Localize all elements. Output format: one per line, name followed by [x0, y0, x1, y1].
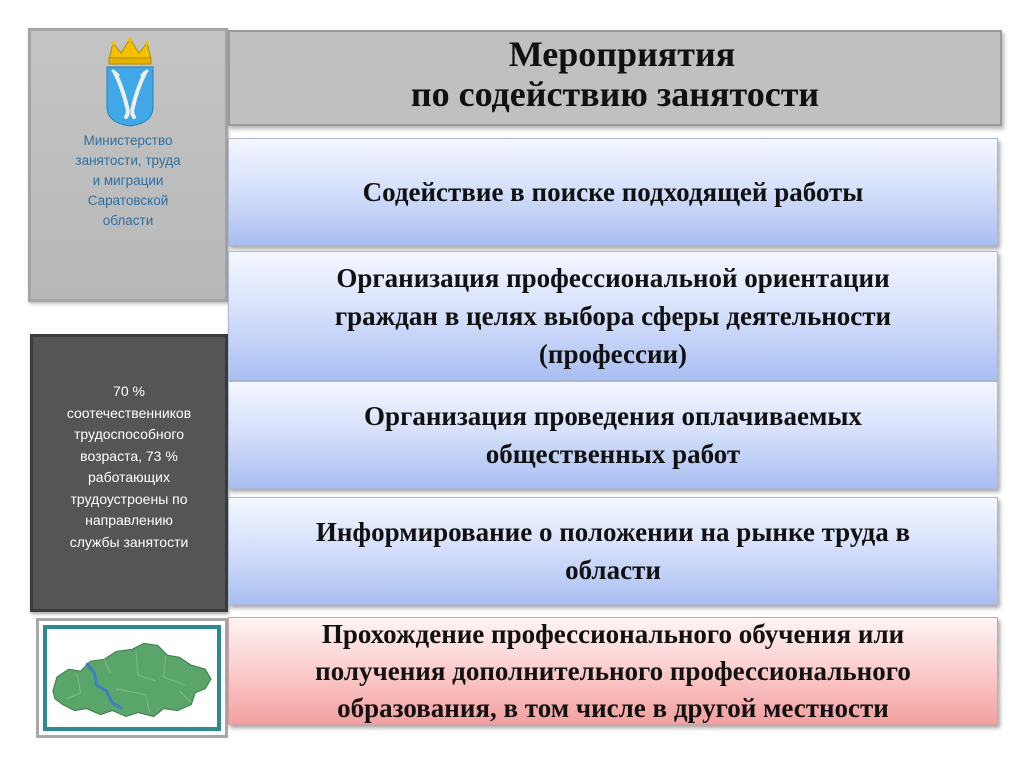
- title-line: по содействию занятости: [410, 74, 820, 114]
- activity-text: Информирование о положении на рынке труда в: [315, 517, 911, 547]
- ministry-line: Министерство: [83, 133, 173, 148]
- activity-text: области: [565, 555, 661, 585]
- activity-item: [228, 381, 998, 489]
- activity-item-highlighted: [228, 617, 998, 725]
- ministry-line: Саратовской: [87, 193, 169, 208]
- activity-item: [228, 251, 998, 381]
- ministry-line: области: [102, 213, 154, 228]
- activity-item: [228, 138, 998, 246]
- activity-text: граждан в целях выбора сферы деятельности: [334, 301, 892, 331]
- activity-text: Организация профессиональной ориентации: [336, 263, 890, 293]
- activity-text: (профессии): [538, 339, 688, 369]
- title-line: Мероприятия: [508, 34, 736, 74]
- activity-text: образования, в том числе в другой местности: [337, 692, 889, 723]
- activity-item: [228, 497, 998, 605]
- ministry-name: [31, 131, 225, 231]
- stat-line: трудоспособного: [74, 426, 184, 442]
- stat-line: трудоустроены по: [70, 490, 188, 507]
- saratov-region-map-icon: [47, 629, 215, 725]
- activity-text: Прохождение профессионального обучения или: [321, 618, 905, 649]
- ministry-panel: [28, 28, 228, 302]
- activity-text: общественных работ: [485, 439, 741, 469]
- page-title: [228, 30, 1002, 126]
- activity-text: получения дополнительного профессионального: [315, 655, 911, 686]
- stat-line: соотечественников: [66, 404, 192, 421]
- statistics-text: [33, 381, 225, 553]
- map-frame: [43, 625, 221, 731]
- saratov-coat-of-arms-icon: [101, 37, 159, 127]
- stat-line: службы занятости: [69, 533, 189, 550]
- ministry-line: занятости, труда: [75, 153, 181, 168]
- stat-line: направлению: [85, 512, 173, 528]
- stat-line: 70 %: [113, 383, 145, 399]
- statistics-panel: [30, 334, 228, 612]
- activity-text: Организация проведения оплачиваемых: [364, 401, 862, 431]
- ministry-line: и миграции: [92, 173, 164, 188]
- map-panel: [36, 618, 228, 738]
- activity-text: Содействие в поиске подходящей работы: [362, 177, 864, 207]
- stat-line: работающих: [88, 469, 170, 485]
- stat-line: возраста, 73 %: [80, 447, 178, 464]
